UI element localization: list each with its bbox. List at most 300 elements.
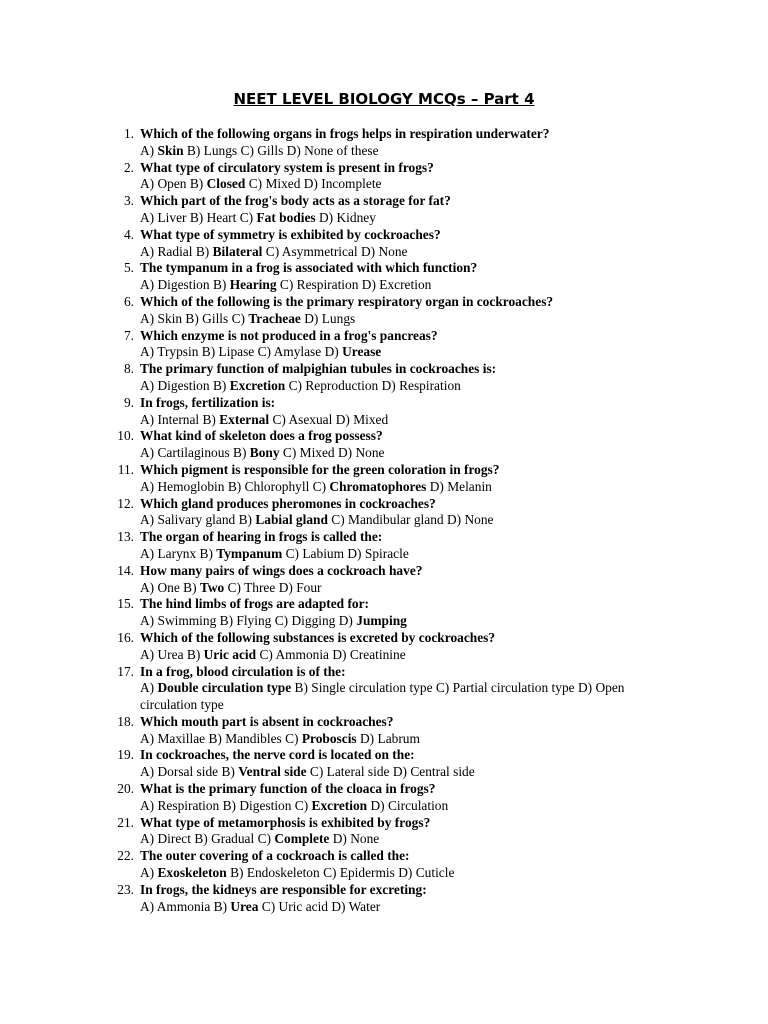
option-text: Urea xyxy=(157,646,184,662)
option-text: Incomplete xyxy=(321,176,382,192)
option-text: Ventral side xyxy=(238,764,307,780)
option-label: C) xyxy=(227,579,241,595)
option-text: Asexual xyxy=(288,411,333,427)
option-label: B) xyxy=(233,445,247,461)
option-text: Single circulation type xyxy=(311,680,433,696)
option-text: Swimming xyxy=(157,613,217,629)
answer-option-correct xyxy=(187,647,256,662)
answer-options xyxy=(140,798,680,815)
option-text: Labrum xyxy=(377,730,420,746)
question-item xyxy=(100,294,680,328)
option-label: D) xyxy=(446,512,462,528)
option-label: A) xyxy=(140,377,155,393)
option-text: Salivary gland xyxy=(157,512,236,528)
question-number: 11. xyxy=(117,461,134,477)
option-text: Tracheae xyxy=(248,310,301,326)
answer-option xyxy=(304,176,382,191)
option-label: A) xyxy=(140,613,155,629)
option-text: Urea xyxy=(230,898,259,914)
option-label: D) xyxy=(347,545,362,561)
question-item xyxy=(100,328,680,362)
option-label: D) xyxy=(304,310,319,326)
option-label: D) xyxy=(324,344,339,360)
answer-option xyxy=(140,344,198,359)
question-item xyxy=(100,747,680,781)
option-text: Digestion xyxy=(239,797,292,813)
option-text: Amylase xyxy=(273,344,322,360)
question-text: What is the primary function of the cloaca in frogs? xyxy=(140,781,436,797)
option-text: Two xyxy=(199,579,225,595)
answer-option xyxy=(398,865,454,880)
option-text: Dorsal side xyxy=(157,764,219,780)
option-label: D) xyxy=(361,277,376,293)
option-label: C) xyxy=(239,209,254,225)
question-item xyxy=(100,126,680,160)
option-label: C) xyxy=(261,898,276,914)
answer-option-correct xyxy=(140,680,291,695)
answer-options xyxy=(140,176,680,193)
option-text: Exoskeleton xyxy=(157,865,227,881)
answer-options xyxy=(140,647,680,664)
question-number: 12. xyxy=(117,495,134,511)
question-number: 9. xyxy=(123,394,134,410)
answer-option xyxy=(275,613,336,628)
question-text: In a frog, blood circulation is of the: xyxy=(140,663,346,679)
option-text: Asymmetrical xyxy=(281,243,358,259)
option-text: One xyxy=(157,579,180,595)
option-label: A) xyxy=(140,411,155,427)
answer-option xyxy=(319,210,376,225)
answer-options xyxy=(140,680,680,714)
question-list xyxy=(100,126,680,915)
option-label: A) xyxy=(140,512,155,528)
option-label: B) xyxy=(189,209,204,225)
option-label: D) xyxy=(398,865,413,881)
option-text: Chromatophores xyxy=(329,478,427,494)
answer-option xyxy=(283,445,335,460)
answer-option xyxy=(332,647,405,662)
answer-option xyxy=(430,479,492,494)
answer-options xyxy=(140,865,680,882)
answer-option xyxy=(140,244,192,259)
answer-option-correct xyxy=(190,176,245,191)
option-text: Excretion xyxy=(311,797,368,813)
answer-option-correct xyxy=(213,378,285,393)
option-label: B) xyxy=(212,377,227,393)
answer-option xyxy=(287,143,379,158)
option-text: Internal xyxy=(157,411,200,427)
answer-option-correct xyxy=(214,899,259,914)
option-text: Respiration xyxy=(157,797,220,813)
question-text: Which pigment is responsible for the green coloration in frogs? xyxy=(140,461,500,477)
option-text: Proboscis xyxy=(301,730,357,746)
option-label: C) xyxy=(231,310,245,326)
option-label: A) xyxy=(140,545,155,561)
question-number: 5. xyxy=(123,260,134,276)
option-text: Maxillae xyxy=(157,730,206,746)
option-label: D) xyxy=(286,142,301,158)
answer-option xyxy=(295,680,433,695)
answer-option xyxy=(279,580,322,595)
question-number: 1. xyxy=(123,126,134,141)
answer-option xyxy=(185,311,228,326)
answer-option xyxy=(362,277,432,292)
answer-option xyxy=(140,613,216,628)
option-label: B) xyxy=(221,764,235,780)
answer-option xyxy=(331,899,380,914)
option-text: None xyxy=(378,243,408,259)
option-text: Gradual xyxy=(211,831,255,847)
question-text: Which mouth part is absent in cockroaches? xyxy=(140,713,394,729)
option-label: A) xyxy=(140,243,155,259)
option-label: C) xyxy=(274,613,289,629)
question-text: What type of circulatory system is present in frogs? xyxy=(140,159,434,175)
answer-option xyxy=(241,143,284,158)
page-title: NEET LEVEL BIOLOGY MCQs – Part 4 xyxy=(233,90,535,108)
question-item xyxy=(100,529,680,563)
option-label: D) xyxy=(332,646,347,662)
answer-option-correct xyxy=(258,831,330,846)
option-label: A) xyxy=(140,142,155,158)
option-text: Hemoglobin xyxy=(157,478,225,494)
question-text: What type of metamorphosis is exhibited by frogs? xyxy=(140,814,431,830)
answer-option xyxy=(338,445,385,460)
option-label: B) xyxy=(208,730,222,746)
option-label: D) xyxy=(318,209,334,225)
answer-option xyxy=(140,580,180,595)
answer-options xyxy=(140,311,680,328)
answer-option-correct xyxy=(285,731,357,746)
answer-option-correct xyxy=(183,580,224,595)
option-text: Excretion xyxy=(379,277,432,293)
option-label: A) xyxy=(140,579,155,595)
answer-option-correct xyxy=(232,311,301,326)
option-label: C) xyxy=(331,512,345,528)
option-text: Uric acid xyxy=(203,646,257,662)
option-label: C) xyxy=(272,411,286,427)
option-text: Chlorophyll xyxy=(244,478,310,494)
option-label: A) xyxy=(140,865,155,881)
question-text: The organ of hearing in frogs is called the: xyxy=(140,529,383,545)
option-text: None xyxy=(464,512,494,528)
answer-option xyxy=(190,210,237,225)
question-item xyxy=(100,630,680,664)
answer-option xyxy=(361,244,408,259)
option-text: Cuticle xyxy=(415,865,455,881)
answer-option xyxy=(140,512,235,527)
question-number: 10. xyxy=(117,428,134,444)
answer-option xyxy=(223,798,292,813)
question-number: 7. xyxy=(123,327,134,343)
question-text: The primary function of malpighian tubules in cockroaches is: xyxy=(140,361,497,377)
option-text: Lungs xyxy=(203,142,238,158)
question-text: Which part of the frog's body acts as a storage for fat? xyxy=(140,193,451,209)
question-number: 13. xyxy=(117,529,134,545)
option-label: D) xyxy=(278,579,293,595)
answer-options xyxy=(140,277,680,294)
option-label: C) xyxy=(323,865,337,881)
option-label: A) xyxy=(140,209,155,225)
option-text: Excretion xyxy=(229,377,286,393)
question-number: 14. xyxy=(117,562,134,578)
answer-option-correct xyxy=(196,244,263,259)
option-text: Respiration xyxy=(296,277,359,293)
answer-option xyxy=(228,479,309,494)
answer-options xyxy=(140,210,680,227)
option-text: Mixed xyxy=(299,445,335,461)
answer-option xyxy=(310,764,390,779)
answer-option xyxy=(262,899,328,914)
option-label: C) xyxy=(309,764,324,780)
answer-option-correct xyxy=(233,445,280,460)
answer-options xyxy=(140,479,680,496)
option-label: B) xyxy=(227,478,242,494)
question-item xyxy=(100,714,680,748)
option-text: Hearing xyxy=(229,277,277,293)
answer-options xyxy=(140,731,680,748)
answer-option-correct xyxy=(140,143,184,158)
answer-option xyxy=(140,798,219,813)
answer-option xyxy=(140,731,205,746)
answer-option xyxy=(360,731,420,746)
option-label: A) xyxy=(140,730,155,746)
option-label: D) xyxy=(381,377,396,393)
option-label: D) xyxy=(331,898,346,914)
answer-options xyxy=(140,580,680,597)
option-label: A) xyxy=(140,344,155,360)
question-item xyxy=(100,160,680,194)
option-label: B) xyxy=(230,865,244,881)
option-label: A) xyxy=(140,764,155,780)
option-text: Endoskeleton xyxy=(246,865,320,881)
question-number: 18. xyxy=(117,713,134,729)
answer-options xyxy=(140,344,680,361)
question-item xyxy=(100,462,680,496)
option-text: Jumping xyxy=(356,613,407,629)
question-item xyxy=(100,361,680,395)
option-text: Epidermis xyxy=(339,865,395,881)
option-text: Creatinine xyxy=(349,646,406,662)
question-item xyxy=(100,882,680,916)
option-text: None of these xyxy=(304,142,379,158)
option-text: Ammonia xyxy=(156,898,211,914)
option-text: Uric acid xyxy=(278,898,328,914)
question-text: The hind limbs of frogs are adapted for: xyxy=(140,596,370,612)
question-item xyxy=(100,664,680,714)
answer-options xyxy=(140,764,680,781)
option-label: D) xyxy=(337,445,353,461)
option-label: A) xyxy=(140,310,155,326)
option-text: Partial circulation type xyxy=(452,680,575,696)
answer-option xyxy=(202,344,254,359)
question-item xyxy=(100,428,680,462)
answer-option xyxy=(140,311,182,326)
answer-option-correct xyxy=(203,412,270,427)
option-text: Mixed xyxy=(353,411,389,427)
option-text: Skin xyxy=(157,142,184,158)
question-item xyxy=(100,596,680,630)
option-label: C) xyxy=(294,797,309,813)
option-text: Mixed xyxy=(265,176,301,192)
answer-option xyxy=(347,546,408,561)
question-number: 22. xyxy=(117,848,134,864)
option-label: D) xyxy=(429,478,444,494)
option-text: Reproduction xyxy=(305,377,379,393)
answer-options xyxy=(140,445,680,462)
answer-option xyxy=(140,831,191,846)
option-label: A) xyxy=(140,445,155,461)
option-label: B) xyxy=(186,142,201,158)
option-label: B) xyxy=(189,176,204,192)
option-text: Lungs xyxy=(321,310,356,326)
question-number: 3. xyxy=(123,193,134,209)
question-text: In frogs, the kidneys are responsible for excreting: xyxy=(140,881,427,897)
answer-option xyxy=(228,580,276,595)
option-text: Gills xyxy=(257,142,284,158)
question-item xyxy=(100,193,680,227)
option-text: Respiration xyxy=(399,377,461,393)
option-label: C) xyxy=(257,344,271,360)
answer-option-correct xyxy=(140,865,227,880)
option-label: D) xyxy=(577,680,593,696)
answer-option xyxy=(393,764,475,779)
question-item xyxy=(100,815,680,849)
option-text: Closed xyxy=(206,176,246,192)
question-item xyxy=(100,496,680,530)
question-number: 8. xyxy=(123,361,134,377)
option-text: Bony xyxy=(249,445,280,461)
question-text: How many pairs of wings does a cockroach have? xyxy=(140,562,423,578)
question-number: 20. xyxy=(117,781,134,797)
option-text: Ammonia xyxy=(275,646,329,662)
answer-options xyxy=(140,899,680,916)
option-text: Cartilaginous xyxy=(157,445,230,461)
option-text: Gills xyxy=(202,310,229,326)
question-number: 4. xyxy=(123,226,134,242)
answer-option xyxy=(286,546,344,561)
option-text: None xyxy=(355,445,385,461)
option-label: B) xyxy=(212,277,227,293)
question-item xyxy=(100,848,680,882)
option-text: Liver xyxy=(157,209,187,225)
question-number: 21. xyxy=(117,814,134,830)
question-text: What type of symmetry is exhibited by cockroaches? xyxy=(140,226,441,242)
option-text: Flying xyxy=(236,613,272,629)
option-label: C) xyxy=(288,377,302,393)
option-text: Bilateral xyxy=(212,243,263,259)
option-label: B) xyxy=(222,797,236,813)
option-label: B) xyxy=(199,545,213,561)
option-label: C) xyxy=(285,545,300,561)
option-label: D) xyxy=(335,411,350,427)
answer-option-correct xyxy=(221,764,306,779)
answer-option xyxy=(194,831,254,846)
answer-option xyxy=(140,899,210,914)
option-label: B) xyxy=(183,579,197,595)
option-label: D) xyxy=(370,797,385,813)
answer-option xyxy=(140,176,187,191)
answer-option xyxy=(382,378,461,393)
option-label: B) xyxy=(219,613,234,629)
answer-option xyxy=(140,546,196,561)
option-text: Four xyxy=(296,579,322,595)
question-text: Which of the following substances is excreted by cockroaches? xyxy=(140,629,496,645)
answer-option-correct xyxy=(240,210,316,225)
answer-options xyxy=(140,378,680,395)
option-text: Circulation xyxy=(387,797,449,813)
answer-options xyxy=(140,613,680,630)
answer-options xyxy=(140,512,680,529)
option-text: External xyxy=(219,411,270,427)
answer-option xyxy=(259,647,329,662)
option-text: Double circulation type xyxy=(157,680,292,696)
answer-options xyxy=(140,143,680,160)
question-number: 6. xyxy=(123,293,134,309)
option-text: Skin xyxy=(157,310,183,326)
answer-option xyxy=(304,311,355,326)
question-text: Which enzyme is not produced in a frog's pancreas? xyxy=(140,327,438,343)
option-text: Central side xyxy=(410,764,475,780)
option-label: A) xyxy=(140,831,155,847)
answer-option-correct xyxy=(313,479,427,494)
option-text: Complete xyxy=(274,831,330,847)
question-item xyxy=(100,563,680,597)
option-text: Digging xyxy=(291,613,336,629)
answer-option xyxy=(272,412,332,427)
answer-option xyxy=(140,764,218,779)
question-text: In frogs, fertilization is: xyxy=(140,394,276,410)
answer-option xyxy=(333,831,380,846)
option-label: B) xyxy=(202,411,216,427)
option-text: Lipase xyxy=(218,344,255,360)
option-label: C) xyxy=(248,176,263,192)
option-label: D) xyxy=(392,764,407,780)
question-number: 23. xyxy=(117,881,134,897)
option-text: Labial gland xyxy=(255,512,328,528)
answer-option xyxy=(336,412,388,427)
option-text: Mandibles xyxy=(225,730,282,746)
option-label: C) xyxy=(259,646,273,662)
question-number: 19. xyxy=(117,747,134,763)
answer-option xyxy=(140,277,210,292)
question-item xyxy=(100,260,680,294)
option-label: B) xyxy=(213,898,228,914)
question-item xyxy=(100,781,680,815)
option-label: C) xyxy=(435,680,450,696)
option-text: Water xyxy=(348,898,381,914)
answer-option xyxy=(323,865,395,880)
option-label: B) xyxy=(185,310,199,326)
option-text: Heart xyxy=(206,209,237,225)
option-label: B) xyxy=(194,831,208,847)
option-label: A) xyxy=(140,478,155,494)
answer-option xyxy=(187,143,237,158)
option-text: Urease xyxy=(342,344,382,360)
option-label: A) xyxy=(140,797,155,813)
question-text: The outer covering of a cockroach is called the: xyxy=(140,848,410,864)
option-text: Lateral side xyxy=(326,764,390,780)
option-label: B) xyxy=(201,344,216,360)
question-number: 17. xyxy=(117,663,134,679)
option-text: Larynx xyxy=(157,545,197,561)
option-text: Digestion xyxy=(157,277,210,293)
answer-option-correct xyxy=(339,613,407,628)
option-label: B) xyxy=(186,646,201,662)
option-text: Direct xyxy=(157,831,191,847)
answer-option xyxy=(208,731,281,746)
option-label: A) xyxy=(140,646,155,662)
answer-option xyxy=(280,277,359,292)
